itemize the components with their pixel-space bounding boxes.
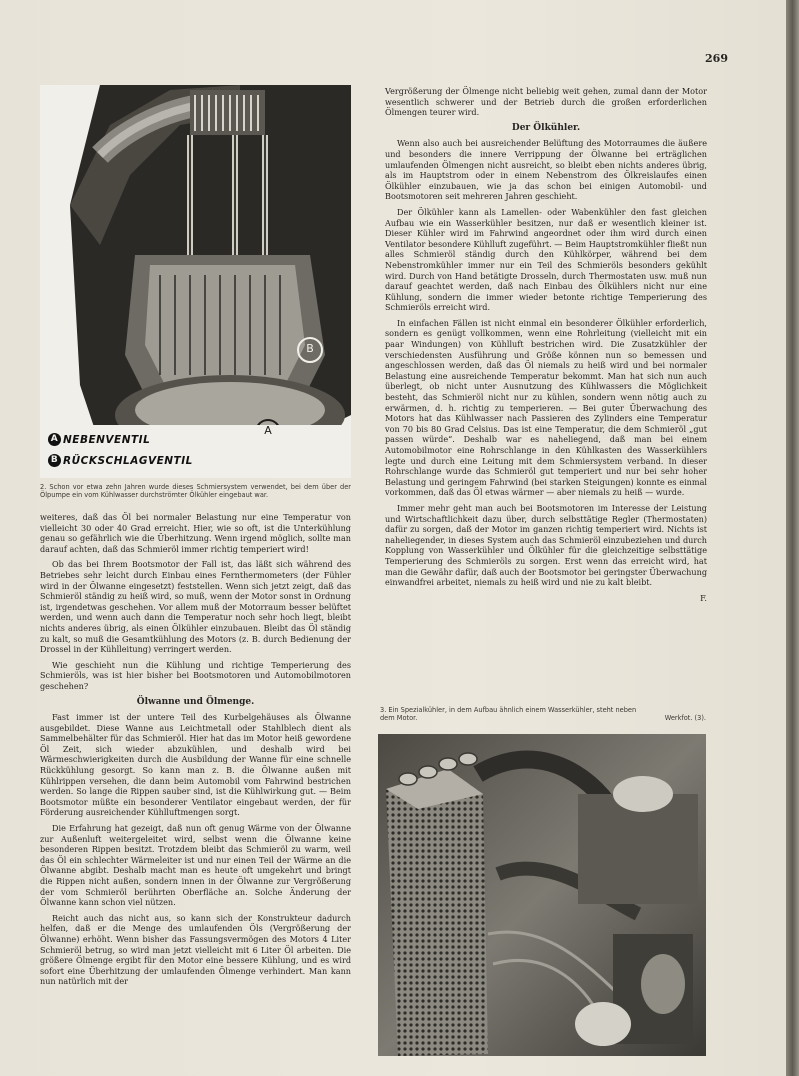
right-column	[385, 86, 707, 608]
legend-b-marker: B	[48, 454, 61, 467]
paragraph: Vergrößerung der Ölmenge nicht beliebig weit gehen, zumal dann der Motor wesentlich schwerer und der Betrieb durch die großen erforderlichen Ölmengen teurer wird.	[385, 86, 707, 118]
left-column	[40, 512, 351, 992]
paragraph: Der Ölkühler kann als Lamellen- oder Wabenkühler den fast gleichen Aufbau wie ein Wasserkühler besitzen, nur daß er wesentlich kleiner ist. Dieser Kühler wird im Fahrwind angeordnet oder ihm wird durch einen Ventilator besondere Kühlluft zugeführt. — Beim Hauptstromkühler fließt nun alles Schmieröl ständig durch den Kühlkörper, während bei dem Nebenstromkühler immer nur ein Teil des Schmieröls besonders gekühlt wird. Durch von Hand betätigte Drosseln, durch Thermostaten usw. muß nun darauf geachtet werden, daß nach Einbau des Ölkühlers nicht nur eine Kühlung, sondern die immer wieder betonte richtige Temperierung des Schmieröls erreicht wird.	[385, 206, 707, 313]
legend-rueckschlagventil	[48, 454, 193, 467]
paragraph: Wenn also auch bei ausreichender Belüftung des Motorraumes die äußere und besonders die innere Verrippung der Ölwanne bei erträglichen umlaufenden Ölmengen nicht ausreicht, so bleibt eben nichts anderes übrig, als im Hauptstrom oder in einem Nebenstrom des Ölkreislaufes einen Ölkühler einzubauen, wie ja das schon bei einigen Automobil- und Bootsmotoren seit mehreren Jahren geschieht.	[385, 138, 707, 202]
figure3-caption	[380, 706, 706, 722]
paragraph: Fast immer ist der untere Teil des Kurbelgehäuses als Ölwanne ausgebildet. Diese Wanne aus Leichtmetall oder Stahlblech dient als Sammelbehälter für das Schmieröl. Hier hat das im Motor heiß gewordene Öl Zeit, sich wieder abzukühlen, und deshalb wird bei Wärmeschwierigkeiten durch die Ausbildung der Wanne für eine schnelle Rückkühlung gesorgt. So kann man z. B. die Ölwanne außen mit Kühlrippen versehen, die dann beim Automobil vom Fahrwind bestrichen werden. So lange die Rippen sauber sind, ist die Kühlwirkung gut. — Beim Bootsmotor müßte ein besonderer Ventilator eingebaut werden, der für Förderung ausreichender Kühlluftmengen sorgt.	[40, 712, 351, 818]
figure3-caption-line1: 3. Ein Spezialkühler, in dem Aufbau ähnlich einem Wasserkühler, steht neben	[380, 706, 637, 714]
engine-cutaway-illustration	[40, 85, 351, 478]
figure2-caption: 2. Schon vor etwa zehn Jahren wurde dieses Schmiersystem verwendet, bei dem über der Ölpumpe ein vom Kühlwasser durchströmter Ölkühler eingebaut war.	[40, 483, 351, 500]
label-a: A	[264, 424, 272, 437]
paragraph: Immer mehr geht man auch bei Bootsmotoren im Interesse der Leistung und Wirtschaftlichkeit dazu über, durch selbsttätige Regler (Thermostaten) dafür zu sorgen, daß der Motor im ganzen richtig temperiert wird. Nichts ist naheliegender, in dieses System auch das Schmieröl einzubeziehen und durch Kopplung von Wasserkühler und Ölkühler für die gleichzeitige selbsttätige Temperierung des Schmieröls zu sorgen. Erst wenn das erreicht wird, hat man die Gewähr dafür, daß auch der Bootsmotor bei geringster Überwachung einwandfrei arbeitet, niemals zu heiß wird und nie zu kalt bleibt.	[385, 502, 707, 588]
photo-credit: Werkfot. (3).	[664, 714, 706, 723]
figure3-caption-text: dem Motor.	[380, 714, 418, 723]
legend-a-text: NEBENVENTIL	[63, 433, 151, 446]
legend-nebenventil	[48, 433, 150, 446]
author-signature: F.	[700, 592, 707, 603]
section-heading-oelkuehler: Der Ölkühler.	[511, 122, 581, 133]
paragraph: weiteres, daß das Öl bei normaler Belastung nur eine Temperatur von vielleicht 30 oder 40 Grad erreicht. Hier, wie so oft, ist die Unterkühlung genau so gefährlich wie die Überhitzung. Wenn irgend möglich, sollte man darauf achten, daß das Schmieröl immer richtig temperiert wird!	[40, 512, 351, 554]
paragraph: In einfachen Fällen ist nicht einmal ein besonderer Ölkühler erforderlich, sondern es genügt vollkommen, wenn eine Rohrleitung (vielleicht mit ein paar Windungen) von Kühlluft bestrichen wird. Die Zusatzkühler der verschiedensten Ausführung und Größe können nun so bemessen und angeschlossen werden, daß das Öl niemals zu heiß wird und bei normaler Belastung eine ausreichende Temperatur bekommt. Man hat sich nun auch überlegt, ob nicht unter Ausnutzung des Kühlwassers die Möglichkeit besteht, das Schmieröl nicht nur zu kühlen, sondern wenn nötig auch zu erwärmen, d. h. richtig zu temperieren. — Bei guter Überwachung des Motors hat das Kühlwasser nach Passieren des Zylinders eine Temperatur von 70 bis 80 Grad Celsius. Das ist eine Temperatur, die dem Schmieröl „gut passen würde“. Deshalb war es naheliegend, daß man bei einem Automobilmotor eine Rohrschlange in den Kühlkasten des Wasserkühlers legte und durch eine Leitung mit dem Schmiersystem verband. In dieser Rohrschlange wurde das Schmieröl gut temperiert und nur bei sehr hoher Belastung und geringem Fahrwind (bei starken Steigungen) konnte es einmal vorkommen, daß das Öl etwas wärmer — aber niemals zu heiß — wurde.	[385, 317, 707, 498]
book-spine	[786, 0, 799, 1076]
section-heading-oelwanne: Ölwanne und Ölmenge.	[136, 696, 255, 707]
paragraph: Wie geschieht nun die Kühlung und richtige Temperierung des Schmieröls, was ist hier bisher bei Bootsmotoren und Automobilmotoren geschehen?	[40, 659, 351, 691]
legend-a-marker: A	[48, 433, 61, 446]
paragraph: Reicht auch das nicht aus, so kann sich der Konstrukteur dadurch helfen, daß er die Menge des umlaufenden Öls (Vergrößerung der Ölwanne) erhöht. Wenn bisher das Fassungsvermögen des Motors 4 Liter Schmieröl betrug, so wird man jetzt vielleicht mit 6 Liter Öl arbeiten. Die größere Ölmenge ergibt für den Motor eine bessere Kühlung, und es wird sofort eine Überhitzung der umlaufenden Ölmenge verhindert. Man kann nun natürlich mit der	[40, 912, 351, 987]
label-b: B	[306, 342, 314, 355]
page-number: 269	[705, 52, 728, 65]
photo-drawing	[378, 734, 706, 1056]
legend-b-text: RÜCKSCHLAGVENTIL	[63, 454, 193, 467]
oil-cooler-photo	[378, 734, 706, 1056]
cutaway-drawing	[40, 85, 351, 478]
paragraph: Ob das bei Ihrem Bootsmotor der Fall ist, das läßt sich während des Betriebes sehr leicht durch Einbau eines Fernthermometers (der Fühler wird in der Ölwanne eingesetzt) feststellen. Wenn sich jetzt zeigt, daß das Schmieröl ständig zu heiß wird, so muß, wenn der Motor sonst in Ordnung ist, irgendetwas geschehen. Vor allem muß der Motorraum besser belüftet werden, und wenn auch dann die Temperatur noch sehr hoch liegt, bleibt nichts anderes übrig, als einen Ölkühler einzubauen. Bleibt das Öl ständig zu kalt, so muß die Gesamtkühlung des Motors (z. B. durch Bedienung der Drossel in der Kühlleitung) verringert werden.	[40, 559, 351, 655]
paragraph: Die Erfahrung hat gezeigt, daß nun oft genug Wärme von der Ölwanne zur Außenluft weitergeleitet wird, selbst wenn die Ölwanne keine besonderen Rippen besitzt. Trotzdem bleibt das Schmieröl zu warm, weil das Öl ein schlechter Wärmeleiter ist und nur einen Teil der Wärme an die Ölwanne abgibt. Deshalb macht man es heute oft umgekehrt und bringt die Rippen nicht außen, sondern innen in der Ölwanne zur Vergrößerung der vom Schmieröl berührten Oberfläche an. Solche Änderung der Ölwanne kann schon viel nützen.	[40, 823, 351, 908]
figure3-caption-line2	[380, 714, 706, 722]
